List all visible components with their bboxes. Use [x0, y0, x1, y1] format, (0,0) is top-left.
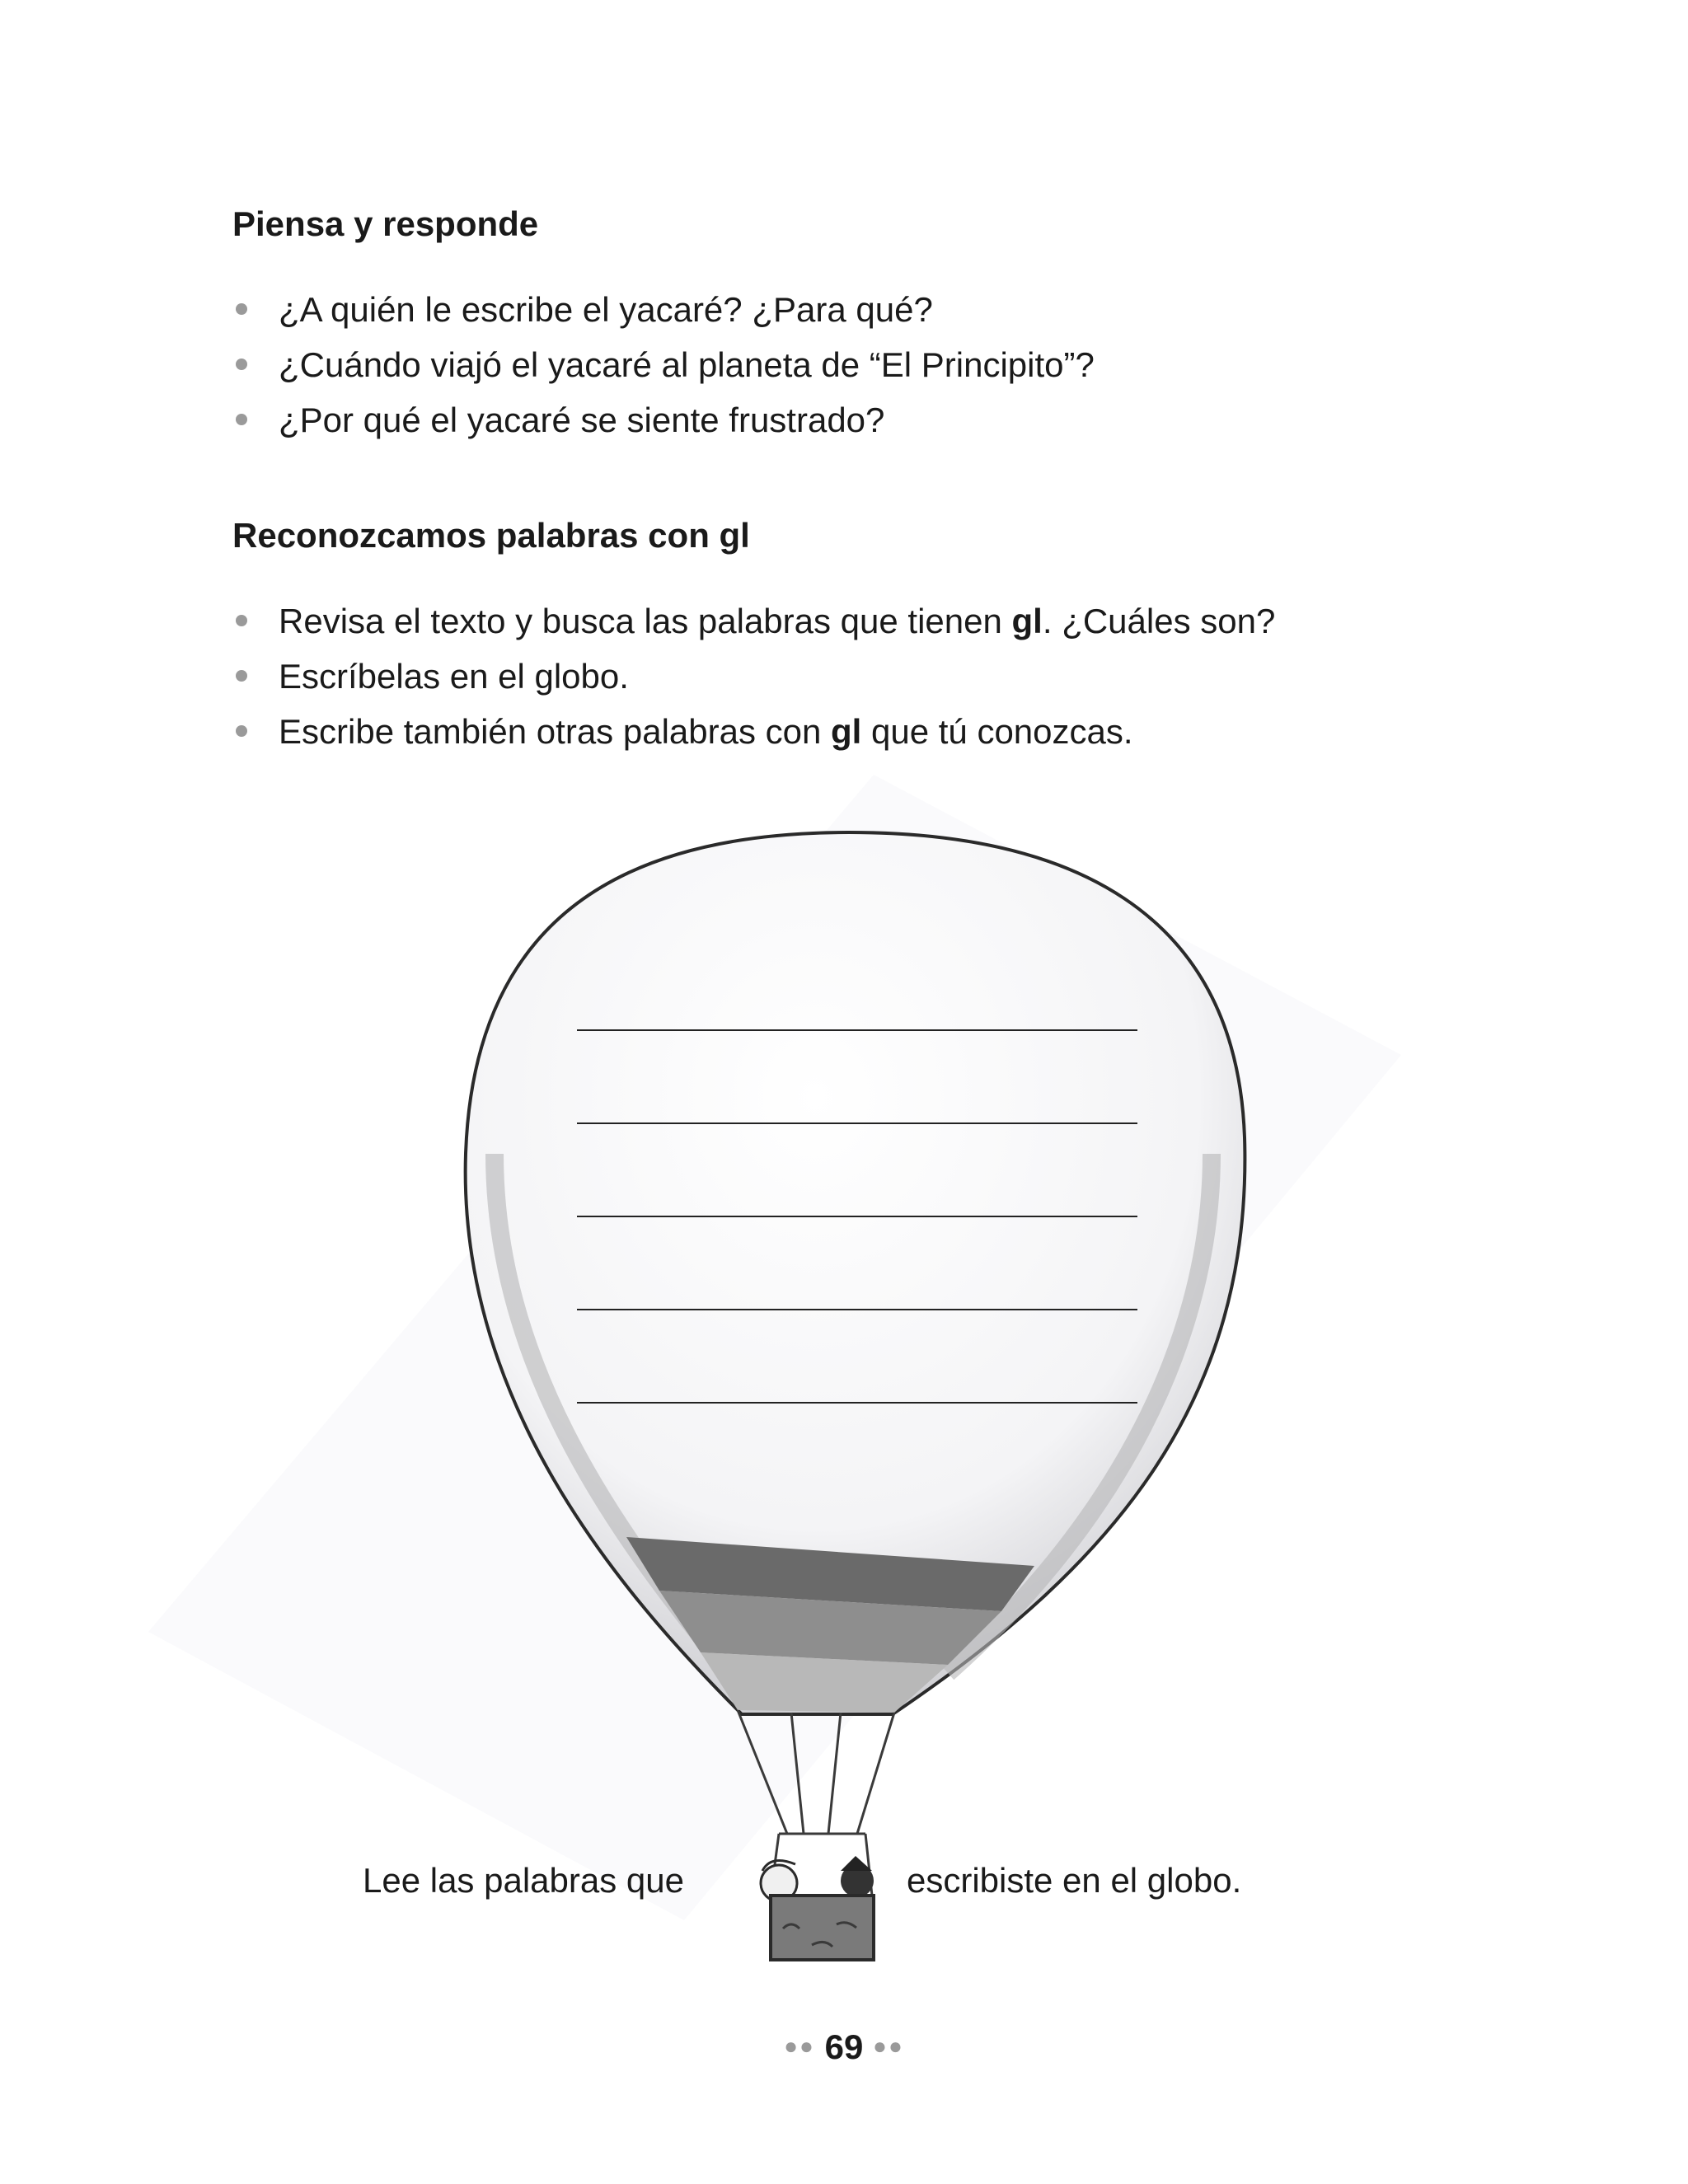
instruction-text: Revisa el texto y busca las palabras que tienen [279, 602, 1012, 640]
page-number-dots-left: ●● [784, 2033, 815, 2059]
question-text: ¿Por qué el yacaré se siente frustrado? [279, 401, 885, 439]
instruction-text: . ¿Cuáles son? [1042, 602, 1276, 640]
instruction-text: que tú conozcas. [861, 712, 1133, 751]
section-heading-piensa: Piensa y responde [232, 204, 539, 243]
balloon-basket [771, 1896, 874, 1960]
instruction-text: Escríbelas en el globo. [279, 657, 629, 696]
page-number-dots-right: ●● [873, 2033, 904, 2059]
instruction-bold: gl [1011, 602, 1043, 640]
question-text: ¿A quién le escribe el yacaré? ¿Para qué? [279, 290, 933, 329]
page-number-value: 69 [824, 2027, 864, 2066]
question-text: ¿Cuándo viajó el yacaré al planeta de “El Principito”? [279, 345, 1095, 384]
page-number [0, 2027, 1688, 2067]
caption-left: Lee las palabras que [363, 1861, 684, 1900]
caption-right: escribiste en el globo. [907, 1861, 1242, 1900]
instruction-text: Escribe también otras palabras con [279, 712, 832, 751]
section-heading-gl: Reconozcamos palabras con gl [232, 516, 750, 555]
instruction-bold: gl [831, 712, 862, 751]
